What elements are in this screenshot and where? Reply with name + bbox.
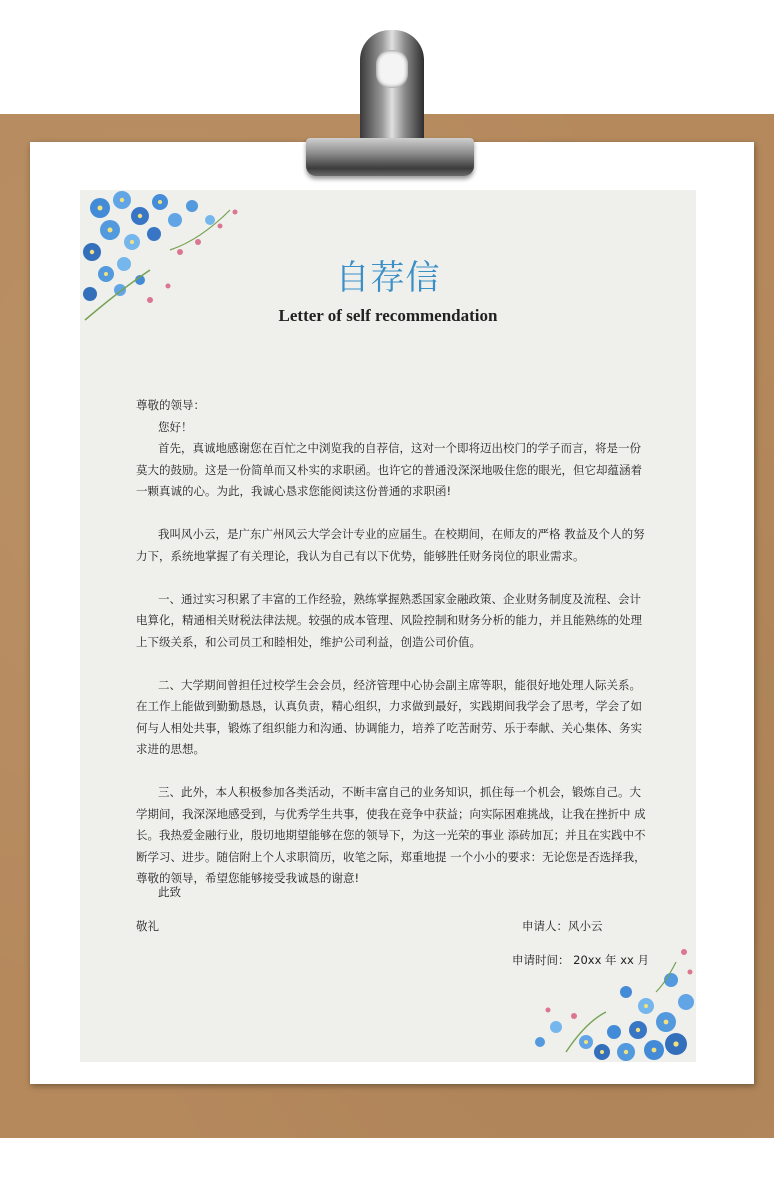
- letter-paper: [80, 190, 696, 1062]
- paragraph-point-one: 一、通过实习积累了丰富的工作经验，熟练掌握熟悉国家金融政策、企业财务制度及流程、会计电算化，精通相关财税法律法规。较强的成本管理、风险控制和财务分析的能力，并且能熟练的处理上下级关系，和公司员工和睦相处，维护公司利益，创造公司价值。: [136, 591, 642, 649]
- applicant-name: 申请人：风小云: [522, 919, 603, 933]
- letter-title: 自荐信: [335, 258, 441, 298]
- application-date: 申请时间： 20xx 年 xx 月: [512, 953, 649, 967]
- paragraph-point-two: 二、大学期间曾担任过校学生会会员，经济管理中心协会副主席等职，能很好地处理人际关系。在工作上能做到勤勤恳恳，认真负责，精心组织，力求做到最好，实践期间我学会了思考，学会了如何与人相处共事，锻炼了组织能力和沟通、协调能力，培养了吃苦耐劳、乐于奉献、关心集体、务实求进的思想。: [136, 677, 642, 756]
- letter-body: [136, 395, 646, 890]
- binder-clip-base: [306, 138, 474, 176]
- flower-decoration-bottom-right: [526, 932, 696, 1062]
- greeting: 您好！: [158, 419, 193, 434]
- binder-clip-handle: [360, 30, 424, 146]
- paragraph-intro: 首先，真诚地感谢您在百忙之中浏览我的自荐信，这对一个即将迈出校门的学子而言，将是一份莫大的鼓励。这是一份简单而又朴实的求职函。也许它的普通没深深地吸住您的眼光，但它却蕴涵着一颗真诚的心。为此，我诚心恳求您能阅读这份普通的求职函!: [136, 441, 642, 498]
- paragraph-background: 我叫风小云，是广东广州风云大学会计专业的应届生。在校期间，在师友的严格 教益及个人的努力下，系统地掌握了有关理论，我认为自己有以下优势，能够胜任财务岗位的职业需求。: [136, 527, 645, 563]
- letter-subtitle: Letter of self recommendation: [278, 306, 498, 325]
- closing-text: 此致: [158, 885, 181, 899]
- salutation: 尊敬的领导：: [136, 398, 205, 412]
- regards-text: 敬礼: [136, 919, 159, 933]
- paragraph-point-three: 三、此外，本人积极参加各类活动，不断丰富自己的业务知识，抓住每一个机会，锻炼自己。大学期间，我深深地感受到，与优秀学生共事，使我在竞争中获益；向实际困难挑战，让我在挫折中 成长。我热爱金融行业，殷切地期望能够在您的领导下，为这一光荣的事业 添砖加瓦；并且在实践中不断学习、进步。随信附上个人求职简历，收笔之际，郑重地提 一个小小的要求：无论您是否选择我，尊敬的领导，希望您能够接受我诚恳的谢意!: [136, 785, 646, 885]
- binder-clip-hole: [376, 50, 408, 88]
